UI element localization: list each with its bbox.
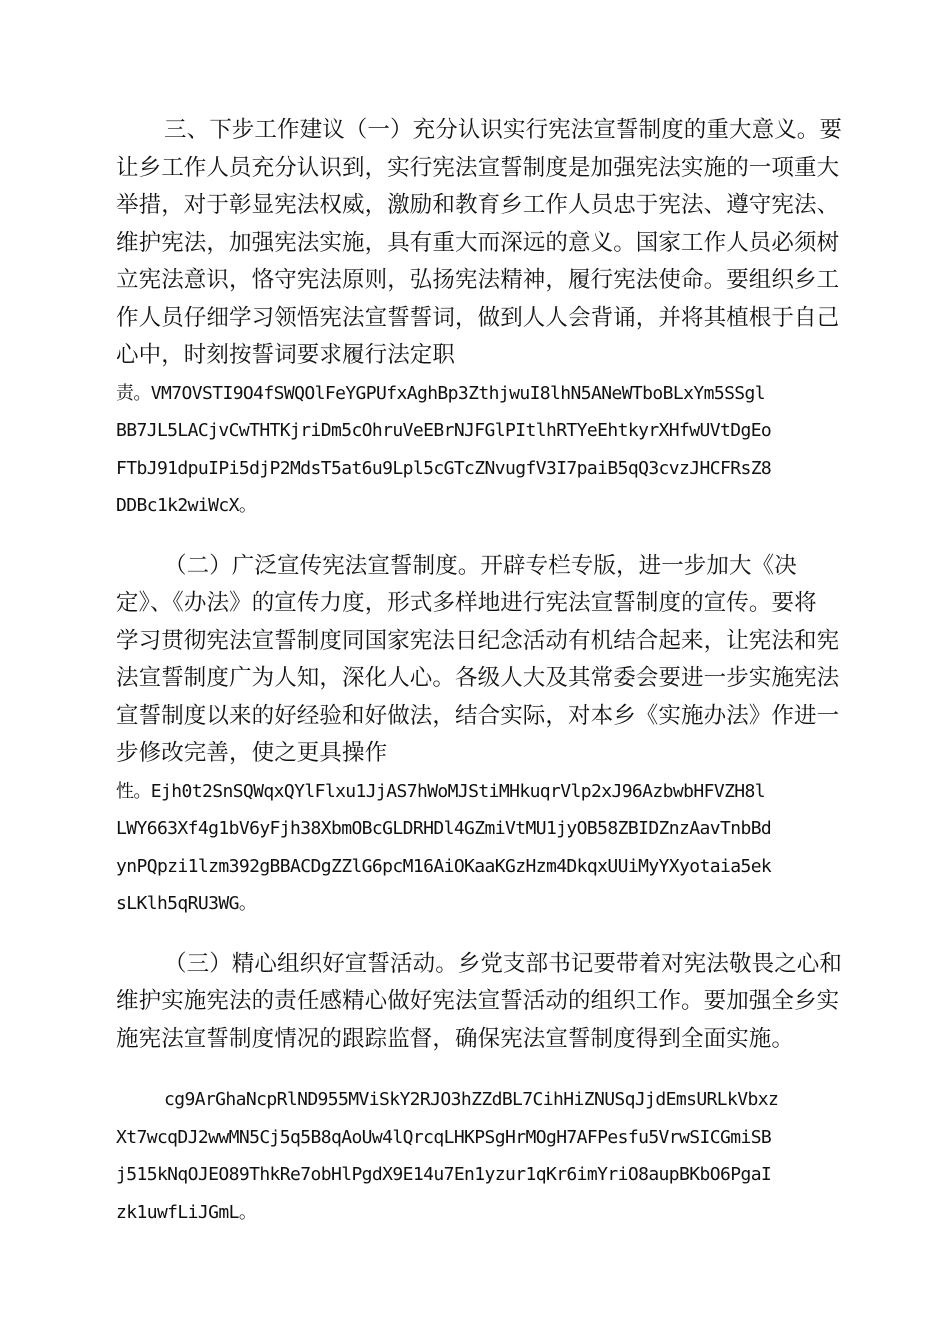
paragraph-spacer xyxy=(116,923,836,946)
text-line: LWY663Xf4g1bV6yFjh38XbmOBcGLDRHDl4GZmiVtMU1jyOB58ZBIDZnzAavTnbBd xyxy=(116,818,772,839)
paragraph-spacer xyxy=(116,525,836,548)
paragraph-4 xyxy=(116,1081,836,1231)
text-line: j515kNqOJEO89ThkRe7obHlPgdX9E14u7En1yzur1qKr6imYriO8aupBKbO6PgaI xyxy=(116,1164,772,1185)
paragraph-2 xyxy=(116,548,840,923)
text-line: （三）精心组织好宣誓活动。乡党支部书记要带着对宪法敬畏之心和 xyxy=(164,950,843,977)
text-line: 维护实施宪法的责任感精心做好宪法宣誓活动的组织工作。要加强全乡实 xyxy=(116,988,840,1014)
text-line: 学习贯彻宪法宣誓制度同国家宪法日纪念活动有机结合起来，让宪法和宪 xyxy=(116,627,840,654)
text-line: 举措，对于彰显宪法权威，激励和教育乡工作人员忠于宪法、遵守宪法、 xyxy=(116,192,840,218)
text-line: 作人员仔细学习领悟宪法宣誓誓词，做到人人会背诵，并将其植根于自己 xyxy=(116,304,840,331)
document-body xyxy=(116,112,843,1231)
text-line: sLKlh5qRU3WG。 xyxy=(116,893,257,914)
paragraph-1 xyxy=(116,112,843,525)
text-line: 三、下步工作建议（一）充分认识实行宪法宣誓制度的重大意义。要 xyxy=(164,117,843,143)
text-line: cg9ArGhaNcpRlND955MViSkY2RJO3hZZdBL7CihHiZNUSqJjdEmsURLkVbxz xyxy=(164,1089,779,1110)
text-line: BB7JL5LACjvCwTHTKjriDm5cOhruVeEBrNJFGlPItlhRTYeEhtkyrXHfwUVtDgEo xyxy=(116,420,772,441)
paragraph-3 xyxy=(116,946,843,1059)
text-line: Xt7wcqDJ2wwMN5Cj5q5B8qAoUw4lQrcqLHKPSgHrMOgH7AFPesfu5VrwSICGmiSB xyxy=(116,1126,772,1148)
text-line: ynPQpzi1lzm392gBBACDgZZlG6pcM16AiOKaaKGzHzm4DkqxUUiMyYXyotaia5ek xyxy=(116,855,772,877)
text-line: 步修改完善，使之更具操作 xyxy=(116,740,388,766)
text-line: 法宣誓制度广为人知，深化人心。各级人大及其常委会要进一步实施宪法 xyxy=(116,665,840,691)
text-line: 立宪法意识，恪守宪法原则，弘扬宪法精神，履行宪法使命。要组织乡工 xyxy=(116,267,840,293)
text-line: zk1uwfLiJGmL。 xyxy=(116,1201,257,1223)
paragraph-spacer xyxy=(116,1058,836,1081)
text-line: 施宪法宣誓制度情况的跟踪监督，确保宪法宣誓制度得到全面实施。 xyxy=(116,1025,795,1052)
text-line: DDBc1k2wiWcX。 xyxy=(116,495,257,516)
text-line: 心中，时刻按誓词要求履行法定职 xyxy=(116,342,456,368)
text-line: 性。Ejh0t2SnSQWqxQYlFlxu1JjAS7hWoMJStiMHkuqrVlp2xJ96AzbwbHFVZH8l xyxy=(116,780,766,802)
text-line: FTbJ91dpuIPi5djP2MdsT5at6u9Lpl5cGTcZNvugfV3I7paiB5qQ3cvzJHCFRsZ8 xyxy=(116,457,772,479)
text-line: 维护宪法，加强宪法实施，具有重大而深远的意义。国家工作人员必须树 xyxy=(116,229,840,256)
text-line: （二）广泛宣传宪法宣誓制度。开辟专栏专版，进一步加大《决 xyxy=(164,552,797,579)
text-line: 定》、《办法》的宣传力度，形式多样地进行宪法宣誓制度的宣传。要将 xyxy=(116,590,817,616)
text-line: 责。VM7OVSTI9O4fSWQOlFeYGPUfxAghBp3ZthjwuI8lhN5ANeWTboBLxYm5SSgl xyxy=(116,382,766,404)
text-line: 让乡工作人员充分认识到，实行宪法宣誓制度是加强宪法实施的一项重大 xyxy=(116,154,840,181)
text-line: 宣誓制度以来的好经验和好做法，结合实际，对本乡《实施办法》作进一 xyxy=(116,702,840,729)
